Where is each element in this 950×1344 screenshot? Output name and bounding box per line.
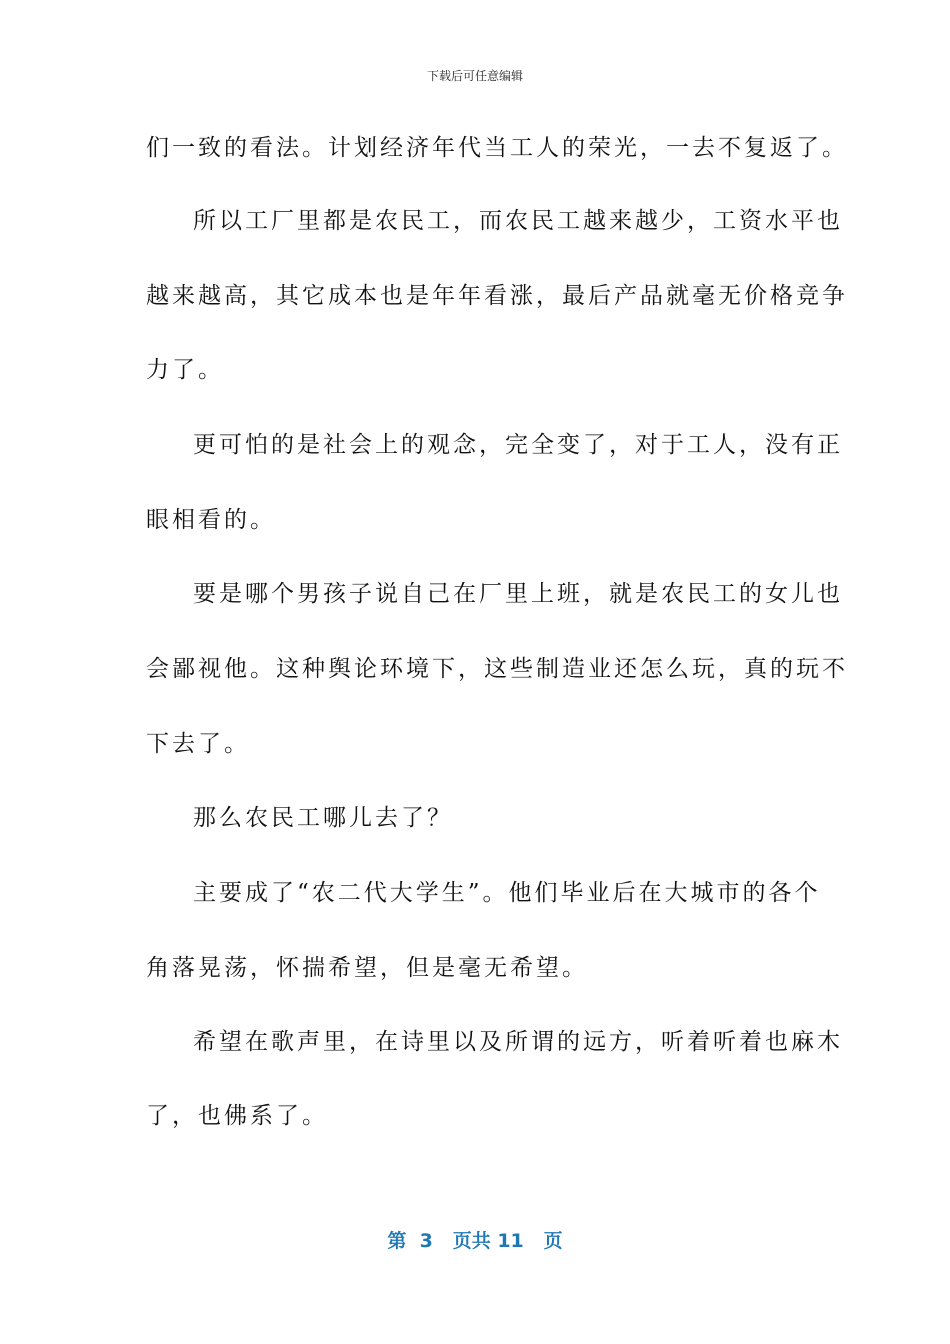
current-page-number: 3 (419, 1230, 433, 1252)
total-pages-number: 11 (497, 1230, 524, 1252)
text-line: 眼相看的。 (146, 507, 276, 533)
text-line: 力了。 (146, 357, 224, 383)
page-label-middle: 页共 (452, 1230, 491, 1252)
page-header: 下载后可任意编辑 (426, 69, 523, 83)
text-line: 更可怕的是社会上的观念，完全变了，对于工人，没有正 (193, 432, 843, 458)
page-label-suffix: 页 (543, 1230, 563, 1252)
text-line: 会鄙视他。这种舆论环境下，这些制造业还怎么玩，真的玩不 (146, 656, 848, 682)
text-line: 要是哪个男孩子说自己在厂里上班，就是农民工的女儿也 (193, 581, 843, 607)
page-footer (0, 1226, 950, 1253)
text-line: 角落晃荡，怀揣希望，但是毫无希望。 (146, 955, 588, 981)
page-label-prefix: 第 (387, 1230, 407, 1252)
text-line: 越来越高，其它成本也是年年看涨，最后产品就毫无价格竞争 (146, 283, 848, 309)
text-line: 了，也佛系了。 (146, 1103, 328, 1129)
text-line: 主要成了“农二代大学生”。他们毕业后在大城市的各个 (193, 880, 821, 906)
text-line: 下去了。 (146, 731, 250, 757)
text-line: 希望在歌声里，在诗里以及所谓的远方，听着听着也麻木 (193, 1029, 843, 1055)
text-line: 们一致的看法。计划经济年代当工人的荣光，一去不复返了。 (146, 135, 848, 161)
text-line: 那么农民工哪儿去了？ (193, 805, 453, 831)
text-line: 所以工厂里都是农民工，而农民工越来越少，工资水平也 (193, 208, 843, 234)
